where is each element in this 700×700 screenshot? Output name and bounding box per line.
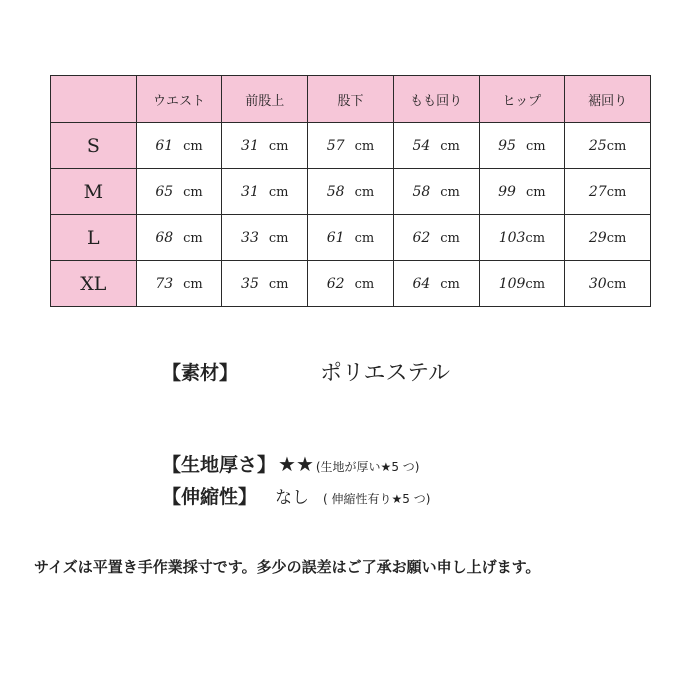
table-cell [393, 123, 479, 169]
cell-unit: cm [354, 184, 375, 200]
table-cell [565, 261, 651, 307]
header-thigh: もも回り [393, 76, 479, 123]
table-row [51, 169, 651, 215]
cell-value: 62 [412, 229, 431, 246]
size-label: XL [51, 261, 137, 307]
cell-value: 31 [241, 183, 259, 200]
cell-unit: cm [354, 138, 375, 154]
header-front-rise: 前股上 [222, 76, 308, 123]
table-cell [222, 169, 308, 215]
cell-unit: cm [268, 230, 289, 246]
stretch-label: 【伸縮性】 [162, 486, 258, 508]
cell-unit: cm [183, 184, 203, 200]
cell-unit: cm [606, 230, 627, 246]
cell-value: 33 [241, 229, 259, 246]
cell-value: 30 [588, 275, 607, 292]
cell-unit: cm [525, 230, 546, 246]
cell-unit: cm [440, 138, 460, 154]
table-cell [565, 123, 651, 169]
cell-unit: cm [183, 276, 203, 292]
cell-value: 58 [326, 183, 345, 200]
material-label: 【素材】 [162, 362, 239, 384]
table-cell [479, 215, 565, 261]
table-cell [308, 261, 394, 307]
table-cell [565, 169, 651, 215]
header-waist: ウエスト [136, 76, 222, 123]
cell-unit: cm [183, 230, 203, 246]
cell-unit: cm [268, 138, 289, 154]
cell-value: 29 [588, 229, 607, 246]
cell-unit: cm [268, 276, 289, 292]
cell-value: 25 [588, 137, 607, 154]
size-label: M [51, 169, 137, 215]
cell-value: 95 [498, 137, 516, 154]
table-cell [393, 261, 479, 307]
cell-unit: cm [268, 184, 289, 200]
table-cell [393, 215, 479, 261]
cell-unit: cm [354, 276, 375, 292]
table-row [51, 261, 651, 307]
cell-value: 68 [155, 229, 174, 246]
table-cell [308, 169, 394, 215]
cell-value: 31 [241, 137, 259, 154]
cell-value: 54 [412, 137, 431, 154]
cell-value: 57 [326, 137, 345, 154]
header-hem: 裾回り [565, 76, 651, 123]
table-row [51, 123, 651, 169]
table-cell [222, 123, 308, 169]
cell-unit: cm [440, 184, 460, 200]
thickness-row [162, 450, 419, 477]
size-table [50, 75, 651, 307]
cell-unit: cm [440, 230, 460, 246]
cell-value: 35 [241, 275, 259, 292]
cell-value: 61 [326, 229, 345, 246]
table-cell [308, 215, 394, 261]
table-cell [565, 215, 651, 261]
header-inseam: 股下 [308, 76, 394, 123]
thickness-label: 【生地厚さ】 [162, 454, 277, 476]
table-cell [393, 169, 479, 215]
cell-unit: cm [606, 184, 627, 200]
measurement-disclaimer: サイズは平置き手作業採寸です。多少の誤差はご了承お願い申し上げます。 [34, 558, 541, 576]
table-cell [136, 169, 222, 215]
cell-value: 103 [498, 229, 526, 246]
cell-value: 99 [498, 183, 516, 200]
cell-value: 109 [498, 275, 526, 292]
table-row [51, 215, 651, 261]
cell-unit: cm [525, 138, 546, 154]
table-cell [136, 261, 222, 307]
table-cell [222, 215, 308, 261]
stretch-value: なし [275, 488, 310, 508]
cell-unit: cm [525, 276, 546, 292]
header-hip: ヒップ [479, 76, 565, 123]
table-cell [479, 261, 565, 307]
cell-value: 73 [155, 275, 174, 292]
table-cell [308, 123, 394, 169]
cell-value: 27 [588, 183, 607, 200]
cell-value: 64 [412, 275, 431, 292]
cell-value: 65 [155, 183, 174, 200]
table-cell [479, 123, 565, 169]
cell-value: 61 [155, 137, 174, 154]
stretch-note: ( 伸縮性有り★5 つ) [323, 492, 431, 506]
corner-cell [51, 76, 137, 123]
thickness-note: (生地が厚い★5 つ) [315, 460, 420, 474]
size-label: S [51, 123, 137, 169]
material-value: ポリエステル [320, 361, 451, 386]
size-label: L [51, 215, 137, 261]
cell-value: 58 [412, 183, 431, 200]
size-table-header-row [51, 76, 651, 123]
cell-value: 62 [326, 275, 345, 292]
table-cell [136, 123, 222, 169]
cell-unit: cm [440, 276, 460, 292]
stretch-row [162, 482, 430, 509]
table-cell [222, 261, 308, 307]
table-cell [479, 169, 565, 215]
thickness-stars: ★★ [278, 452, 314, 476]
cell-unit: cm [606, 138, 627, 154]
cell-unit: cm [354, 230, 375, 246]
table-cell [136, 215, 222, 261]
cell-unit: cm [606, 276, 627, 292]
cell-unit: cm [183, 138, 203, 154]
cell-unit: cm [525, 184, 546, 200]
